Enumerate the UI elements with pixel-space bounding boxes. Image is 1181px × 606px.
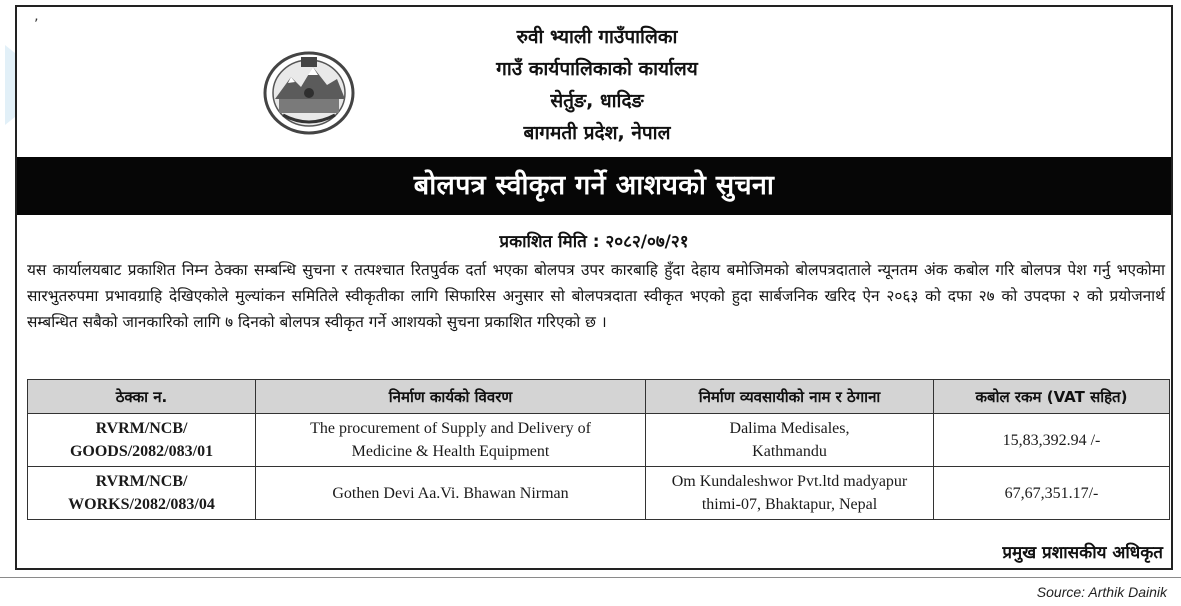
province-country: बागमती प्रदेश, नेपाल [523,122,671,144]
office-name: गाउँ कार्यपालिकाको कार्यालय [496,58,698,80]
contractor-cell [646,467,934,520]
header-work-description: निर्माण कार्यको विवरण [256,380,646,414]
contractor-line: Om Kundaleshwor Pvt.ltd madyapur [671,473,908,490]
contract-no-line: RVRM/NCB/ [95,473,188,490]
contract-no-line: WORKS/2082/083/04 [68,496,215,513]
table-row [28,467,1170,520]
work-description-cell: Gothen Devi Aa.Vi. Bhawan Nirman [256,467,646,520]
bid-amount-cell: 15,83,392.94 /- [934,414,1170,467]
contract-no-line: RVRM/NCB/ [95,420,188,437]
header-contract-no: ठेक्का न. [28,380,256,414]
description-line: The procurement of Supply and Delivery of [310,420,591,437]
header-contractor-name-address: निर्माण व्यवसायीको नाम र ठेगाना [646,380,934,414]
published-date: प्रकाशित मिति : २०८२/०७/२१ [499,232,689,252]
divider [0,577,1181,578]
table-row [28,414,1170,467]
office-header [217,21,977,149]
contractor-cell [646,414,934,467]
contract-no-line: GOODS/2082/083/01 [69,443,214,460]
contractor-line: thimi-07, Bhaktapur, Nepal [701,496,878,513]
contractor-line: Dalima Medisales, [729,420,850,437]
bid-amount-cell: 67,67,351.17/- [934,467,1170,520]
contract-table [27,379,1170,520]
tick-mark: ’ [34,17,39,33]
contract-no-cell [28,467,256,520]
table-header-row [28,380,1170,414]
notice-body: यस कार्यालयबाट प्रकाशित निम्न ठेक्का सम्बन्धि सुचना र तत्पश्चात रितपुर्वक दर्ता भएका बोलपत्र उपर कारबाहि हुँदा देहाय बमोजिमको बोलपत्रदाताले न्यूनतम अंक कबोल गरि बोलपत्र पेश गर्नु भएकोमा सारभुतरुपमा प्रभावग्राहि देखिएकोले मुल्यांकन समितिले स्वीकृतीका लागि सिफारिस अनुसार सो बोलपत्रदाता स्वीकृत भएको हुदा सार्बजनिक खरिद ऐन २०६३ को दफा २७ को उपदफा २ को प्रयोजनार्थ सम्बन्धित सबैको जानकारिको लागि ७ दिनको बोलपत्र स्वीकृत गर्ने आशयको सुचना प्रकाशित गरिएको छ । [27,261,1165,331]
notice-frame [15,5,1173,570]
municipality-name: रुवी भ्याली गाउँपालिका [516,26,678,48]
work-description-cell [256,414,646,467]
contract-no-cell [28,414,256,467]
signatory-title: प्रमुख प्रशासकीय अधिकृत [1002,543,1163,563]
office-location: सेर्तुङ, धादिङ [550,90,644,112]
description-line: Medicine & Health Equipment [351,443,550,460]
header-bid-amount: कबोल रकम (VAT सहित) [934,380,1170,414]
notice-title: बोलपत्र स्वीकृत गर्ने आशयको सुचना [17,157,1171,215]
contractor-line: Kathmandu [752,443,827,460]
source-credit: Source: Arthik Dainik [1036,584,1167,600]
